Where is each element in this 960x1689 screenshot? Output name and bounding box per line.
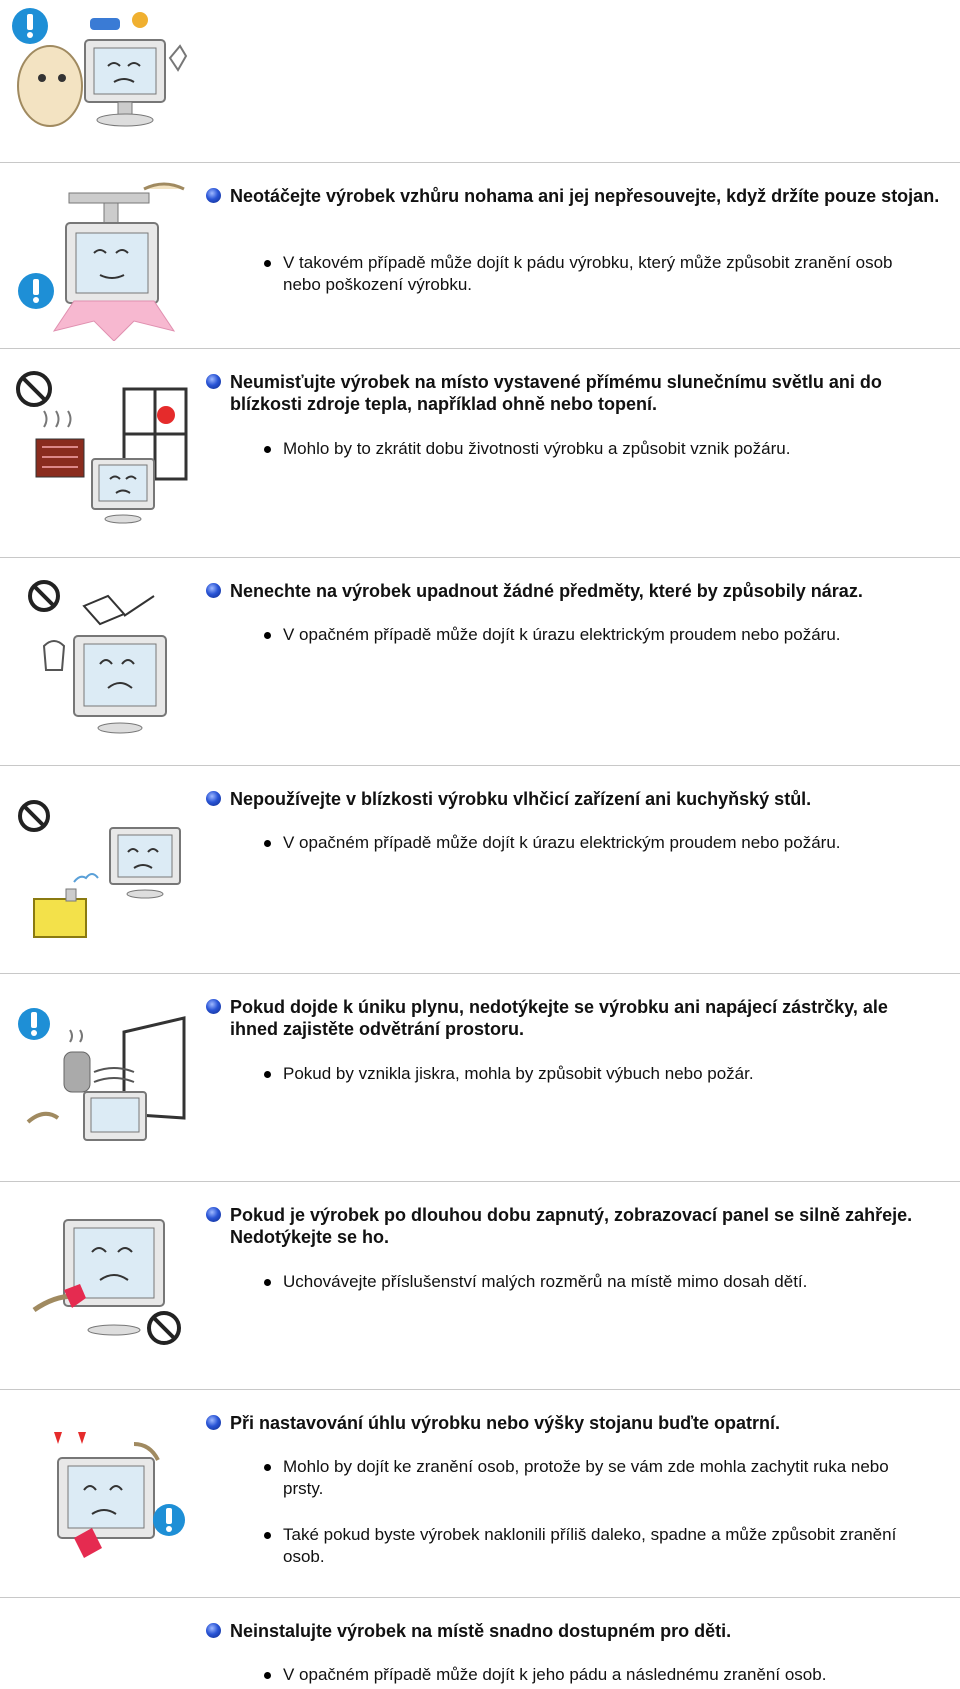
bullet-dot-icon (264, 632, 271, 639)
safety-section-4 (0, 765, 960, 973)
blue-bullet-icon (206, 374, 221, 389)
bullet-dot-icon (264, 840, 271, 847)
bullet-dot-icon (264, 1071, 271, 1078)
section-heading-5: Pokud dojde k úniku plynu, nedotýkejte se výrobku ani napájecí zástrčky, ale ihned zajistěte odvětrání prostoru. (230, 996, 940, 1040)
blue-bullet-icon (206, 188, 221, 203)
section-heading-3: Nenechte na výrobek upadnout žádné předměty, které by způsobily náraz. (230, 580, 940, 602)
safety-section-7 (0, 1389, 960, 1597)
blue-bullet-icon (206, 1623, 221, 1638)
blue-bullet-icon (206, 583, 221, 598)
section-illustration-3 (14, 576, 194, 736)
blue-bullet-icon (206, 791, 221, 806)
section-note-6-1: Uchovávejte příslušenství malých rozměrů na místě mimo dosah dětí. (283, 1271, 933, 1293)
bullet-dot-icon (264, 260, 271, 267)
section-heading-6: Pokud je výrobek po dlouhou dobu zapnutý, zobrazovací panel se silně zahřeje. Nedotýkejte se ho. (230, 1204, 940, 1248)
blue-bullet-icon (206, 1415, 221, 1430)
safety-section-5 (0, 973, 960, 1181)
section-illustration-1 (14, 181, 194, 341)
bullet-dot-icon (264, 1464, 271, 1471)
blue-bullet-icon (206, 999, 221, 1014)
section-note-1-1: V takovém případě může dojít k pádu výrobku, který může způsobit zranění osob nebo poškození výrobku. (283, 252, 933, 296)
bullet-dot-icon (264, 446, 271, 453)
section-note-7-1: Mohlo by dojít ke zranění osob, protože by se vám zde mohla zachytit ruka nebo prsty. (283, 1456, 933, 1500)
section-heading-1: Neotáčejte výrobek vzhůru nohama ani jej nepřesouvejte, když držíte pouze stojan. (230, 185, 940, 207)
top-illustration (10, 6, 190, 141)
safety-section-6 (0, 1181, 960, 1389)
section-note-7-2: Také pokud byste výrobek naklonili příliš daleko, spadne a může způsobit zranění osob. (283, 1524, 933, 1568)
section-heading-4: Nepoužívejte v blízkosti výrobku vlhčicí zařízení ani kuchyňský stůl. (230, 788, 940, 810)
section-note-4-1: V opačném případě může dojít k úrazu elektrickým proudem nebo požáru. (283, 832, 933, 854)
section-heading-7: Při nastavování úhlu výrobku nebo výšky stojanu buďte opatrní. (230, 1412, 940, 1434)
section-note-3-1: V opačném případě může dojít k úrazu elektrickým proudem nebo požáru. (283, 624, 933, 646)
safety-section-3 (0, 557, 960, 765)
section-note-5-1: Pokud by vznikla jiskra, mohla by způsobit výbuch nebo požár. (283, 1063, 933, 1085)
safety-section-1 (0, 162, 960, 348)
section-illustration-7 (14, 1408, 194, 1568)
section-illustration-6 (14, 1200, 194, 1360)
section-illustration-4 (14, 784, 194, 944)
section-heading-2: Neumisťujte výrobek na místo vystavené přímému slunečnímu světlu ani do blízkosti zdroje tepla, například ohně nebo topení. (230, 371, 940, 415)
bullet-dot-icon (264, 1532, 271, 1539)
section-illustration-2 (14, 367, 194, 527)
safety-section-8 (0, 1597, 960, 1689)
section-heading-8: Neinstalujte výrobek na místě snadno dostupném pro děti. (230, 1620, 940, 1642)
bullet-dot-icon (264, 1672, 271, 1679)
section-illustration-5 (14, 992, 194, 1152)
bullet-dot-icon (264, 1279, 271, 1286)
section-note-8-1: V opačném případě může dojít k jeho pádu a následnému zranění osob. (283, 1664, 933, 1686)
blue-bullet-icon (206, 1207, 221, 1222)
section-note-2-1: Mohlo by to zkrátit dobu životnosti výrobku a způsobit vznik požáru. (283, 438, 933, 460)
safety-section-2 (0, 348, 960, 557)
